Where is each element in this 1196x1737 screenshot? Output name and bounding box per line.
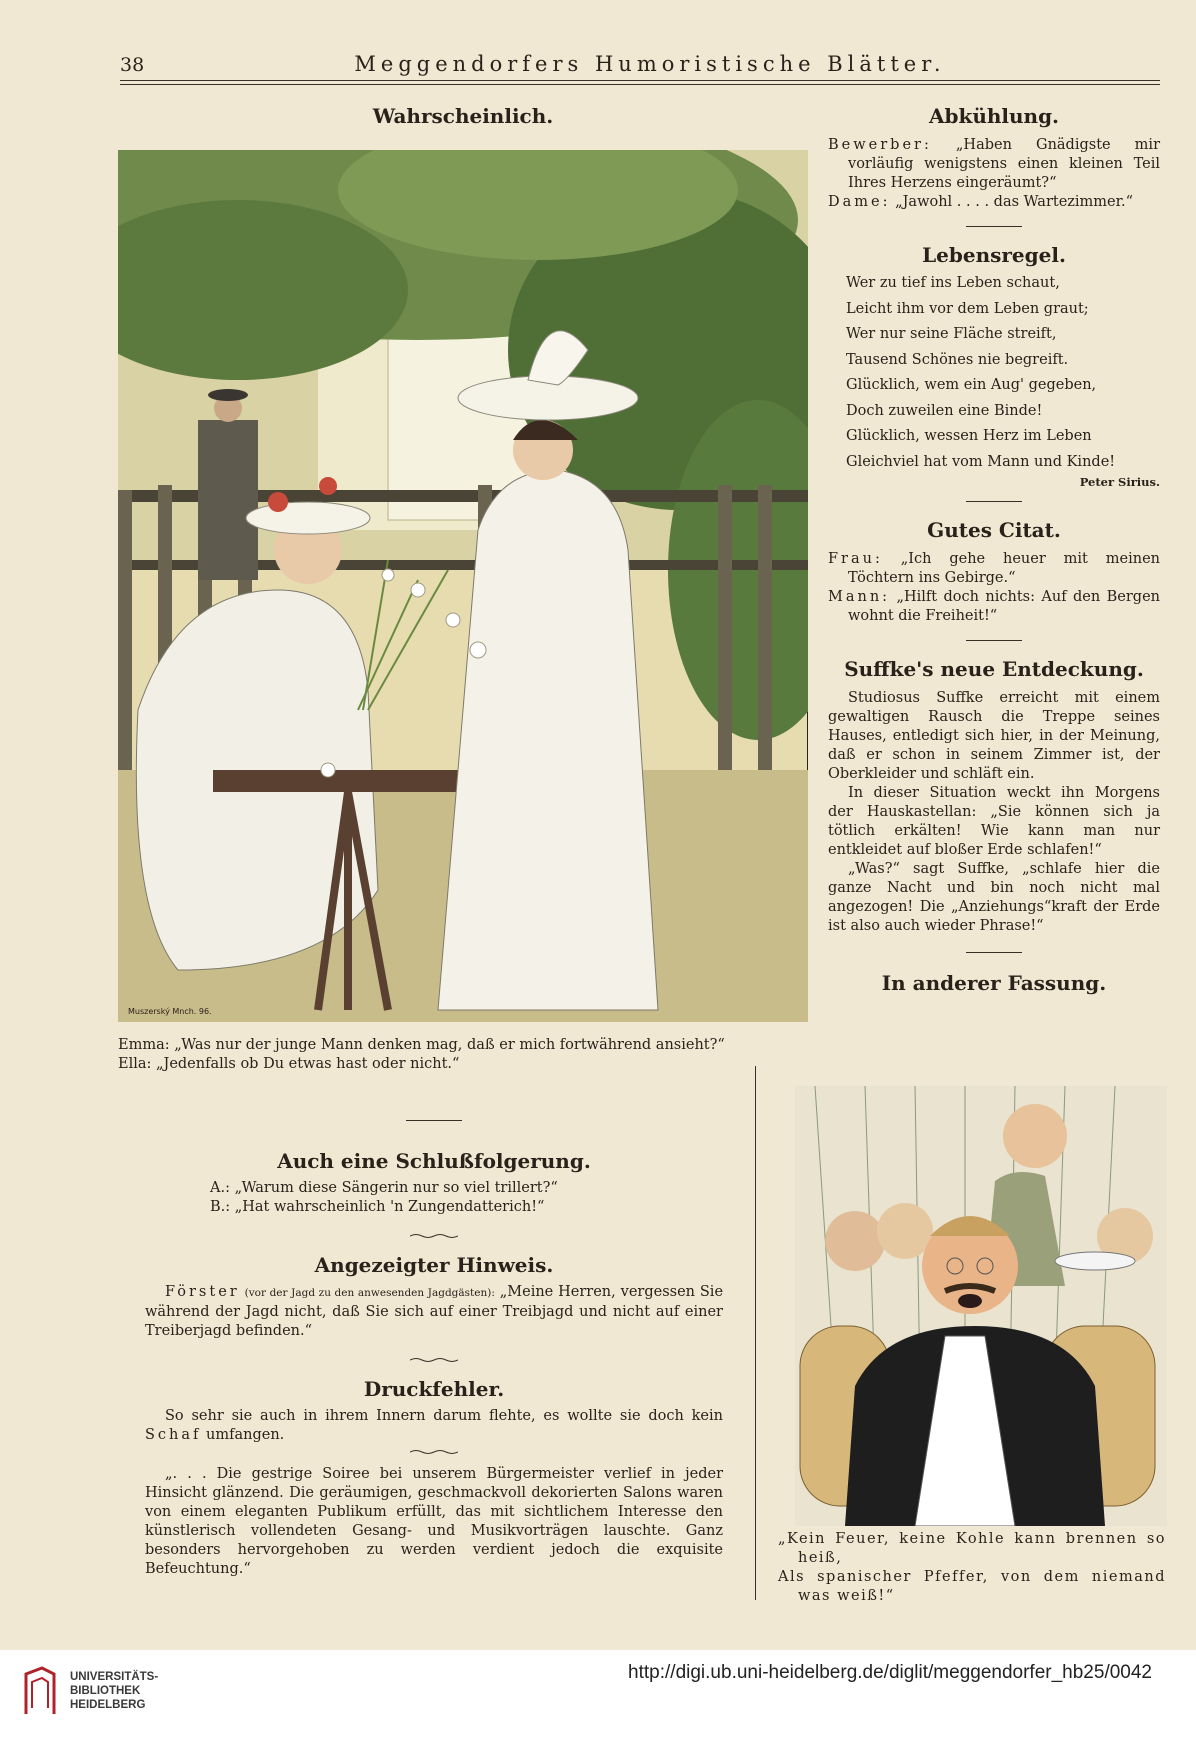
section-title-hinweis: Angezeigter Hinweis. — [314, 1253, 554, 1277]
lebensregel-poem — [828, 271, 1160, 475]
section-title-druckfehler: Druckfehler. — [363, 1377, 505, 1401]
poem-line: Gleichviel hat vom Mann und Kinde! — [846, 453, 1116, 470]
magazine-title: Meggendorfers Humoristische Blätter. — [354, 52, 946, 76]
citat-line-1: „Ich gehe heuer mit meinen Töchtern ins Gebirge.“ — [848, 551, 1160, 586]
dinner-caption — [778, 1530, 1166, 1606]
poem-line: Glücklich, wessen Herz im Leben — [846, 428, 1092, 444]
suffke-paragraph-2: In dieser Situation weckt ihn Morgens der Hauskastellan: „Sie können sich ja tötlich erkälten! Wie kann man nur entkleidet auf bloßer Erde schlafen!“ — [828, 785, 1160, 858]
druckfehler-paragraph-1 — [145, 1407, 723, 1445]
separator — [406, 1120, 462, 1121]
speaker-frau: Frau: — [828, 551, 883, 567]
abkuehlung-line-1: „Haben Gnädigste mir vorläufig wenigstens einen kleinen Teil Ihres Herzens eingeräumt?“ — [848, 137, 1160, 191]
dinner-caption-line-2: Als spanischer Pfeffer, von dem niemand was weiß!“ — [778, 1569, 1166, 1604]
column-divider — [755, 1066, 756, 1600]
separator — [966, 952, 1022, 953]
separator — [966, 226, 1022, 227]
speaker-dame: Dame: — [828, 194, 891, 210]
schluss-line-a: A.: „Warum diese Sängerin nur so viel trillert?“ — [210, 1180, 558, 1196]
suffke-paragraph-3: „Was?“ sagt Suffke, „schlafe hier die ganze Nacht und bin noch nicht mal angezogen! Die „Anziehungs“kraft der Erde ist also auch wieder Phrase!“ — [828, 861, 1160, 934]
poem-author: Peter Sirius. — [1079, 475, 1160, 489]
section-title-citat: Gutes Citat. — [927, 518, 1061, 542]
library-name-line: HEIDELBERG — [70, 1699, 146, 1711]
poem-line: Doch zuweilen eine Binde! — [846, 402, 1043, 419]
separator — [966, 501, 1022, 502]
wavy-separator — [410, 1357, 458, 1363]
library-name-line: BIBLIOTHEK — [70, 1685, 141, 1697]
section-title-lebensregel: Lebensregel. — [922, 243, 1066, 267]
poem-line: Glücklich, wem ein Aug' gegeben, — [846, 377, 1097, 393]
druckfehler-paragraph-2: „. . . Die gestrige Soiree bei unserem Bürgermeister verlief in jeder Hinsicht glänzend. Die geräumigen, geschmackvoll dekorierten Salons waren von einem eleganten Publikum erfüllt, das mit sichtlichem Interesse den künstlerisch vollendeten Gesang- und Musikvorträgen lauschte. Ganz besonders hervorgehoben zu werden verdient jedoch die exquisite Befeuchtung.“ — [145, 1466, 723, 1577]
druckfehler-text-b: umfangen. — [206, 1427, 285, 1443]
citat-dialogue — [828, 550, 1160, 626]
separator — [966, 640, 1022, 641]
poem-line: Tausend Schönes nie begreift. — [846, 351, 1069, 368]
hinweis-text: „Meine Herren, vergessen Sie während der Jagd nicht, daß Sie sich auf einer Treibjagd und nicht auf einer Treiberjagd befinden.“ — [145, 1284, 724, 1339]
dinner-caption-line-1: „Kein Feuer, keine Kohle kann brennen so heiß, — [778, 1531, 1166, 1566]
library-footer — [0, 1650, 1196, 1737]
hinweis-stage-note: (vor der Jagd zu den anwesenden Jagdgästen): — [244, 1287, 495, 1299]
suffke-story — [828, 689, 1160, 936]
header-rule-2 — [120, 84, 1160, 85]
artist-signature: Muszerský Mnch. 96. — [128, 1007, 212, 1016]
illustration-title: Wahrscheinlich. — [372, 104, 554, 128]
wavy-separator — [410, 1233, 458, 1239]
library-name — [70, 1670, 158, 1712]
abkuehlung-dialogue — [828, 136, 1160, 212]
section-title-abkuehlung: Abkühlung. — [928, 104, 1060, 128]
poem-line: Wer zu tief ins Leben schaut, — [846, 275, 1060, 291]
poem-line: Wer nur seine Fläche streift, — [846, 326, 1057, 342]
wavy-separator — [410, 1449, 458, 1455]
abkuehlung-line-2: „Jawohl . . . . das Wartezimmer.“ — [895, 194, 1133, 210]
schluss-line-b: B.: „Hat wahrscheinlich 'n Zungendatterich!“ — [210, 1199, 545, 1215]
library-logo-icon — [20, 1664, 60, 1720]
garden-scene-illustration — [118, 150, 808, 1022]
druckfehler-text-a: So sehr sie auch in ihrem Innern darum flehte, es wollte sie doch kein — [165, 1408, 723, 1424]
illustration-caption — [118, 1036, 778, 1074]
speaker-mann: Mann: — [828, 589, 891, 605]
druckfehler-keyword: Schaf — [145, 1427, 202, 1443]
caption-line-emma: Emma: „Was nur der junge Mann denken mag, daß er mich fortwährend ansieht?“ — [118, 1037, 725, 1053]
header-rule — [120, 80, 1160, 81]
library-name-line: UNIVERSITÄTS- — [70, 1671, 159, 1683]
hinweis-paragraph — [145, 1283, 723, 1341]
citat-line-2: „Hilft doch nichts: Auf den Bergen wohnt die Freiheit!“ — [848, 589, 1161, 624]
section-title-fassung: In anderer Fassung. — [881, 971, 1107, 995]
page-number: 38 — [120, 54, 145, 76]
section-title-schluss: Auch eine Schlußfolgerung. — [277, 1149, 591, 1173]
hinweis-speaker: Förster — [165, 1284, 240, 1300]
source-url-link[interactable]: http://digi.ub.uni-heidelberg.de/diglit/meggendorfer_hb25/0042 — [628, 1662, 1152, 1683]
dinner-scene-illustration — [795, 1086, 1167, 1526]
caption-line-ella: Ella: „Jedenfalls ob Du etwas hast oder nicht.“ — [118, 1056, 460, 1072]
suffke-paragraph-1: Studiosus Suffke erreicht mit einem gewaltigen Rausch die Treppe seines Hauses, entledigt sich hier, in der Meinung, daß er schon in seinem Zimmer ist, der Oberkleider und schläft ein. — [828, 690, 1160, 782]
speaker-bewerber: Bewerber: — [828, 137, 932, 153]
poem-line: Leicht ihm vor dem Leben graut; — [846, 300, 1089, 317]
section-title-suffke: Suffke's neue Entdeckung. — [844, 657, 1144, 681]
